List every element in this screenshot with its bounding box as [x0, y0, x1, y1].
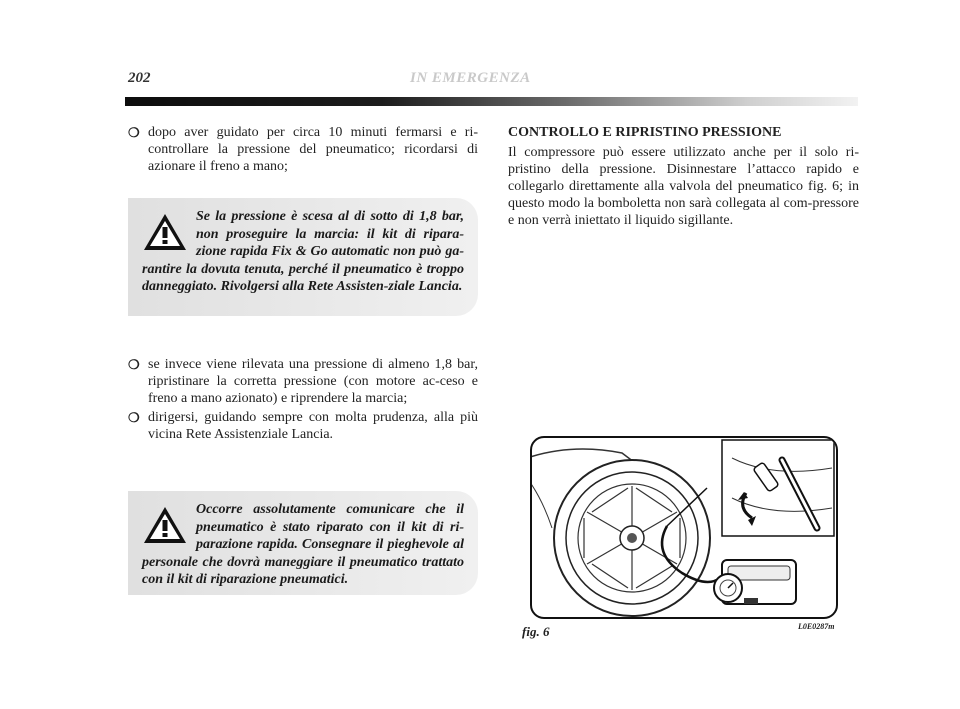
warning-triangle-icon	[142, 505, 188, 545]
bullet-text-1: dopo aver guidato per circa 10 minuti fermarsi e ri-controllare la pressione del pneumatico; ricordarsi di azionare il freno a mano;	[148, 125, 478, 174]
bullet-text-2: se invece viene rilevata una pressione di almeno 1,8 bar, ripristinare la corretta pressione (con motore ac-ceso e freno a mano azionato) e riprendere la marcia;	[148, 357, 478, 406]
warning-box-1	[128, 198, 478, 316]
right-column	[508, 124, 859, 229]
figure-code: L0E0287m	[798, 622, 835, 631]
bullet-item-2	[128, 356, 478, 407]
compressor-icon	[714, 560, 796, 604]
valve-detail-inset	[722, 440, 834, 536]
warning-box-2	[128, 491, 478, 595]
bullet-icon: ❍	[128, 410, 140, 425]
header-rule	[125, 97, 858, 106]
left-column-lower	[128, 356, 478, 443]
bullet-icon: ❍	[128, 125, 140, 140]
warning-triangle-icon	[142, 212, 188, 252]
warning-text-1: Se la pressione è scesa al di sotto di 1,8 bar, non proseguire la marcia: il kit di ripara-zione rapida Fix & Go automatic non può ga-rantire la dovuta tenuta, perché il pneumatico è troppo danneggiato. Rivolgersi alla Rete Assisten-ziale Lancia.	[142, 209, 464, 294]
right-section-body: Il compressore può essere utilizzato anche per il solo ri-pristino della pressione. Disinnestare l’attacco rapido e collegarlo direttamente alla valvola del pneumatico fig. 6; in questo modo la bomboletta non sarà collegata al com-pressore e non verrà iniettato il liquido sigillante.	[508, 145, 859, 228]
bullet-icon: ❍	[128, 357, 140, 372]
figure-caption: fig. 6	[522, 624, 550, 639]
tire-icon	[554, 460, 710, 616]
left-column	[128, 124, 478, 175]
bullet-item-1	[128, 124, 478, 175]
bullet-item-3	[128, 409, 478, 443]
tire-compressor-illustration	[532, 438, 836, 617]
page-number: 202	[128, 70, 151, 86]
figure-illustration	[530, 436, 838, 619]
section-title: IN EMERGENZA	[410, 70, 531, 86]
bullet-text-3: dirigersi, guidando sempre con molta prudenza, alla più vicina Rete Assistenziale Lancia.	[148, 410, 478, 442]
right-section-heading: CONTROLLO E RIPRISTINO PRESSIONE	[508, 125, 782, 140]
warning-text-2: Occorre assolutamente comunicare che il pneumatico è stato riparato con il kit di ri-parazione rapida. Consegnare il pieghevole al personale che dovrà maneggiare il pneumatico trattato con il kit di riparazione pneumatici.	[142, 502, 464, 587]
